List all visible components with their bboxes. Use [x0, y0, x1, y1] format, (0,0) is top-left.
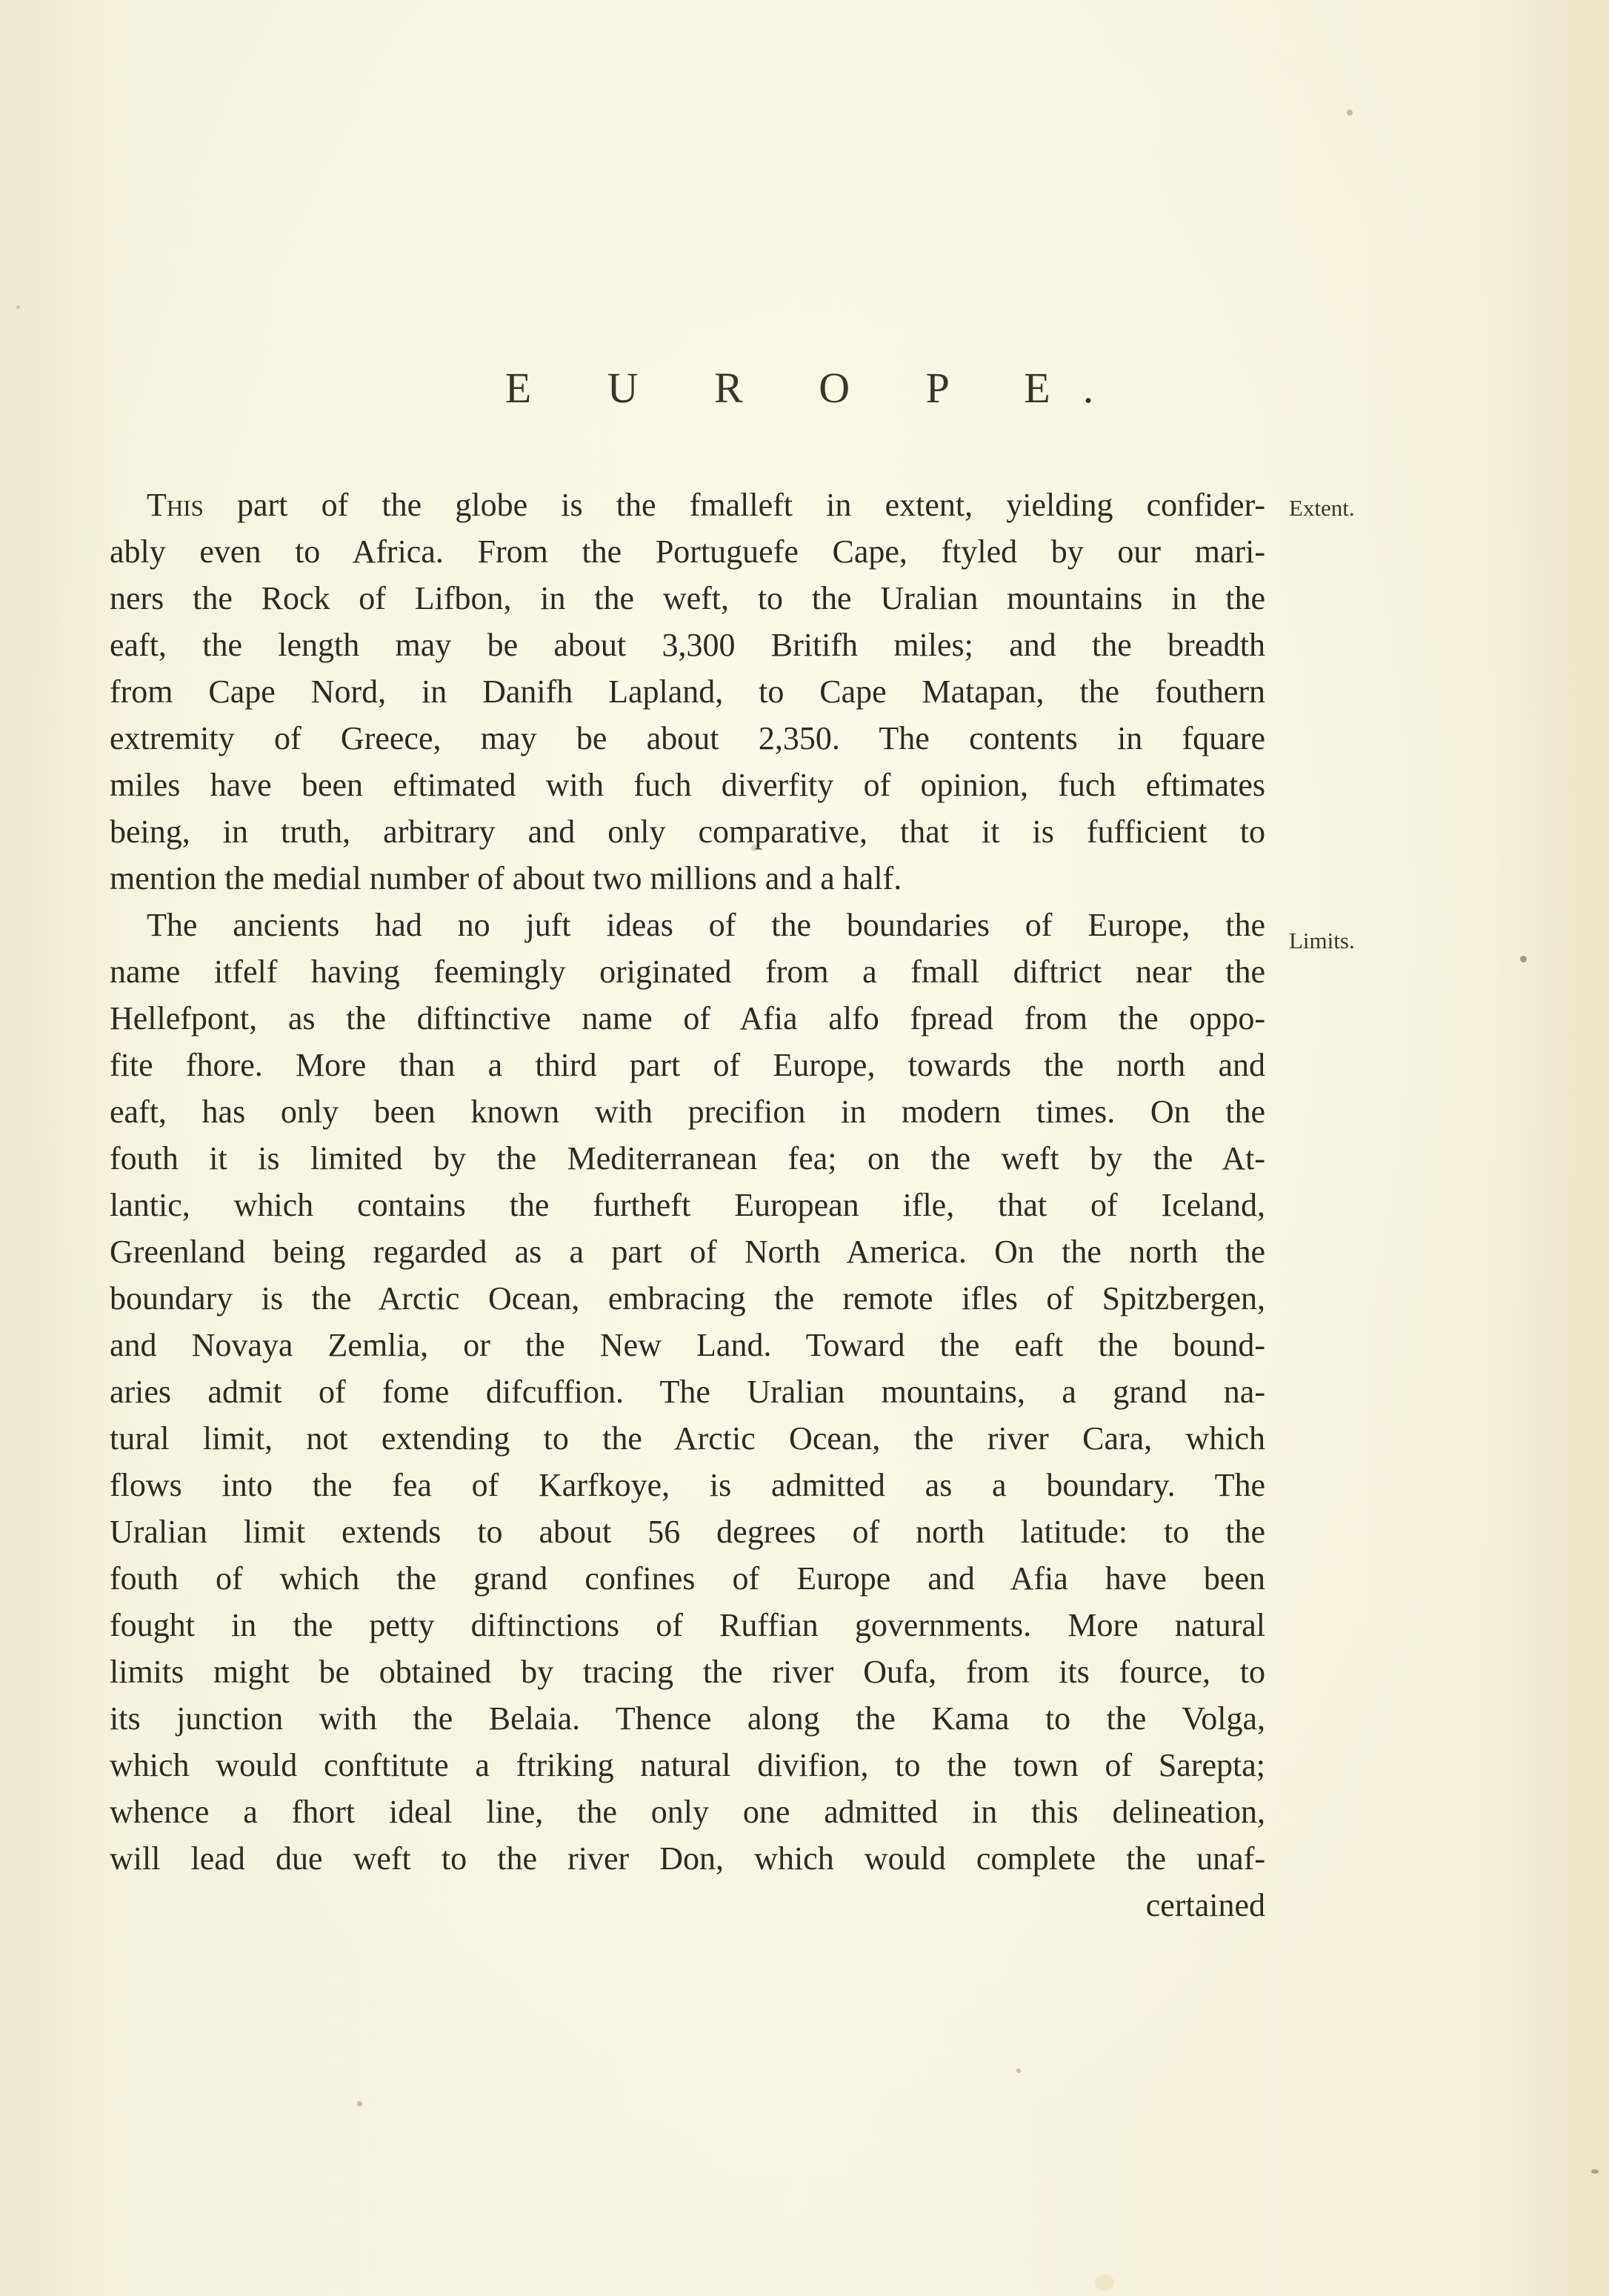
paragraph-1-line: ners the Rock of Lifbon, in the weft, to the Uralian mountains in the: [110, 580, 1265, 616]
paragraph-2-line: whence a fhort ideal line, the only one admitted in this delineation,: [110, 1794, 1265, 1830]
paragraph-1-line: being, in truth, arbitrary and only comparative, that it is fufficient to: [110, 813, 1265, 850]
paragraph-1-line: extremity of Greece, may be about 2,350. The contents in fquare: [110, 720, 1265, 756]
paragraph-2-line: name itfelf having feemingly originated from a fmall diftrict near the: [110, 954, 1265, 990]
paper-speck: [751, 845, 758, 851]
paragraph-2-line: limits might be obtained by tracing the river Oufa, from its fource, to: [110, 1654, 1265, 1690]
paragraph-1-lead-word: This: [147, 487, 204, 523]
paper-stain: [1095, 2275, 1114, 2291]
paragraph-2-line: fought in the petty diftinctions of Ruffian governments. More natural: [110, 1607, 1265, 1643]
paper-speck: [1520, 956, 1527, 962]
paragraph-2-line: lantic, which contains the furtheft European ifle, that of Iceland,: [110, 1187, 1265, 1223]
paragraph-1-line-1-text: part of the globe is the fmalleft in extent, yielding confider-: [203, 487, 1265, 523]
paragraph-2-line: eaft, has only been known with precifion in modern times. On the: [110, 1094, 1265, 1130]
paper-speck: [357, 2101, 362, 2106]
paragraph-2-line: flows into the fea of Karfkoye, is admitted as a boundary. The: [110, 1467, 1265, 1503]
paragraph-2-line: Hellefpont, as the diftinctive name of Afia alfo fpread from the oppo-: [110, 1000, 1265, 1036]
margin-note-limits: Limits.: [1289, 928, 1355, 954]
paper-speck: [1591, 2169, 1599, 2174]
paper-speck: [1016, 2069, 1021, 2073]
paragraph-2-line: Greenland being regarded as a part of North America. On the north the: [110, 1234, 1265, 1270]
paragraph-2-line: Uralian limit extends to about 56 degrees of north latitude: to the: [110, 1514, 1265, 1550]
paper-speck: [16, 305, 20, 309]
chapter-heading: E U R O P E.: [504, 364, 1127, 412]
catchword: certained: [1145, 1887, 1265, 1923]
paragraph-2-line: and Novaya Zemlia, or the New Land. Toward the eaft the bound-: [110, 1327, 1265, 1363]
paragraph-2-line: fouth of which the grand confines of Europe and Afia have been: [110, 1560, 1265, 1597]
margin-note-extent: Extent.: [1289, 495, 1355, 521]
paragraph-2-line: boundary is the Arctic Ocean, embracing the remote ifles of Spitzbergen,: [110, 1280, 1265, 1317]
paragraph-2-line: will lead due weft to the river Don, which would complete the unaf-: [110, 1840, 1265, 1877]
paragraph-2-line: aries admit of fome difcuffion. The Uralian mountains, a grand na-: [110, 1374, 1265, 1410]
paragraph-2-line: fite fhore. More than a third part of Europe, towards the north and: [110, 1047, 1265, 1083]
paper-speck: [1347, 110, 1353, 116]
paragraph-1-line: mention the medial number of about two millions and a half.: [110, 860, 902, 896]
paragraph-2-line: its junction with the Belaia. Thence along the Kama to the Volga,: [110, 1700, 1265, 1737]
paragraph-1-line: eaft, the length may be about 3,300 Britifh miles; and the breadth: [110, 627, 1265, 663]
paragraph-1-line-1: [110, 482, 1265, 528]
paragraph-1-line: from Cape Nord, in Danifh Lapland, to Cape Matapan, the fouthern: [110, 673, 1265, 710]
paragraph-2-line: tural limit, not extending to the Arctic Ocean, the river Cara, which: [110, 1420, 1265, 1457]
paragraph-1-line: miles have been eftimated with fuch diverfity of opinion, fuch eftimates: [110, 767, 1265, 803]
paragraph-1-line: ably even to Africa. From the Portuguefe Cape, ftyled by our mari-: [110, 533, 1265, 570]
body-text: [110, 482, 1265, 1929]
paragraph-2-line: fouth it is limited by the Mediterranean fea; on the weft by the At-: [110, 1140, 1265, 1177]
paragraph-2-line: which would conftitute a ftriking natural divifion, to the town of Sarepta;: [110, 1747, 1265, 1783]
paragraph-2-line: The ancients had no juft ideas of the boundaries of Europe, the: [147, 907, 1265, 943]
